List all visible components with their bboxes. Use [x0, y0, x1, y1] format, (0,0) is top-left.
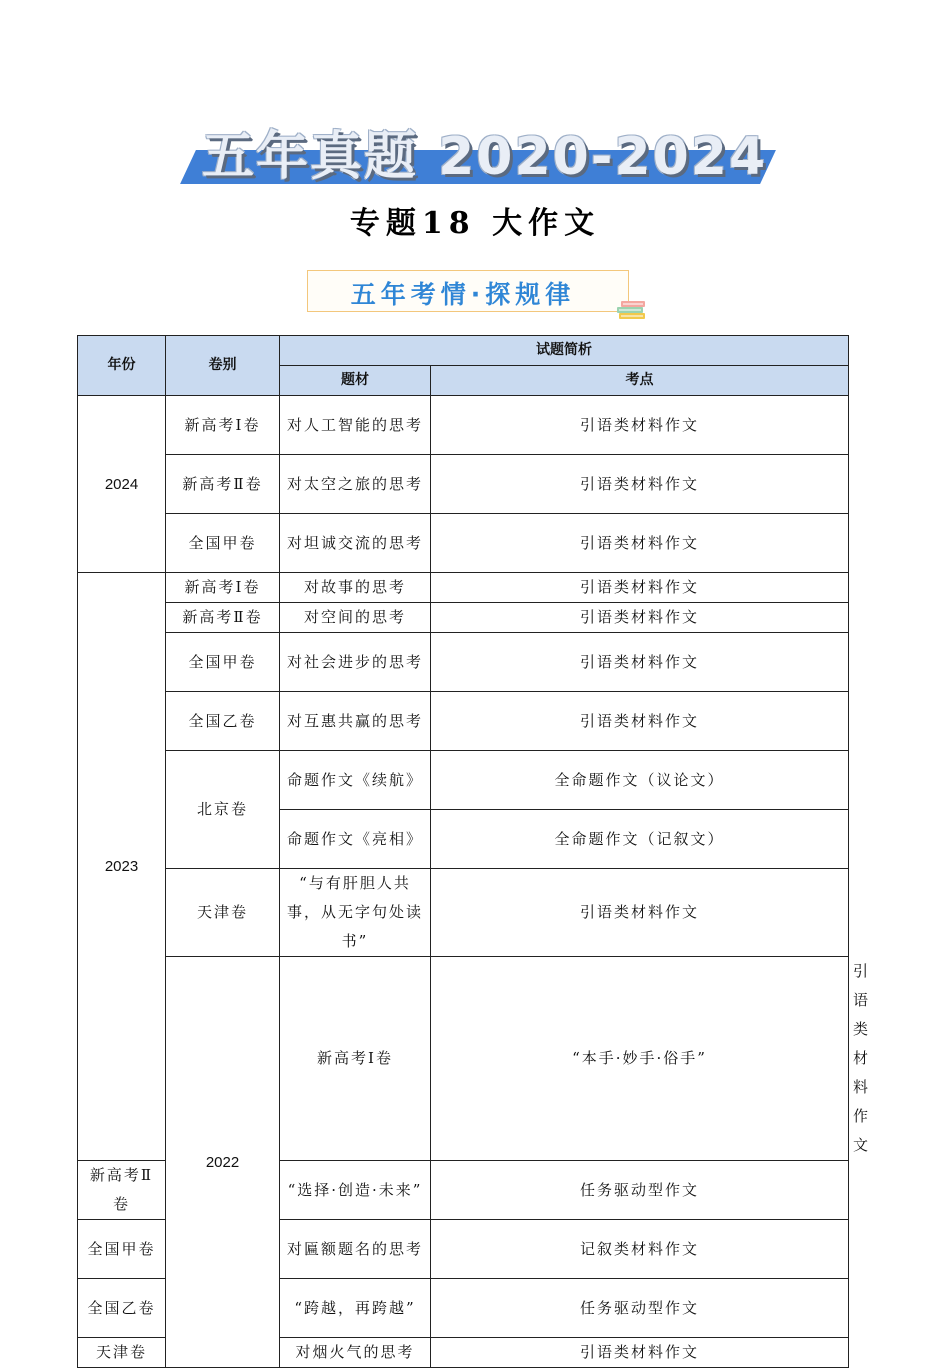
topic-cell: 对坦诚交流的思考 [280, 514, 431, 573]
topic-cell: 对太空之旅的思考 [280, 455, 431, 514]
topic-cell: 命题作文《亮相》 [280, 810, 431, 869]
topic-cell: 命题作文《续航》 [280, 751, 431, 810]
point-cell: 引语类材料作文 [431, 633, 849, 692]
topic-cell: “选择·创造·未来” [280, 1161, 431, 1220]
header-analysis: 试题简析 [280, 336, 849, 366]
header-year: 年份 [78, 336, 166, 396]
topic-cell: “与有肝胆人共事，从无字句处读书” [280, 869, 431, 957]
point-cell: 引语类材料作文 [431, 455, 849, 514]
section-tag [307, 270, 629, 312]
paper-cell: 天津卷 [166, 869, 280, 957]
table-row: 2022 新高考Ⅰ卷 “本手·妙手·俗手” 引语类材料作文 [78, 957, 849, 1161]
point-cell: 引语类材料作文 [431, 869, 849, 957]
paper-cell: 全国甲卷 [166, 514, 280, 573]
table-row [78, 396, 849, 455]
table-row [78, 633, 849, 692]
point-cell: 全命题作文（记叙文） [431, 810, 849, 869]
point-cell: 全命题作文（议论文） [431, 751, 849, 810]
point-cell: 记叙类材料作文 [431, 1220, 849, 1279]
paper-cell: 新高考Ⅱ卷 [78, 1161, 166, 1220]
paper-cell: 全国乙卷 [78, 1279, 166, 1338]
topic-cell: 对空间的思考 [280, 603, 431, 633]
point-cell: 引语类材料作文 [431, 573, 849, 603]
point-cell: 引语类材料作文 [431, 396, 849, 455]
header-topic: 题材 [280, 366, 431, 396]
banner-title: 五年真题 2020-2024 [202, 127, 768, 187]
table-row [78, 455, 849, 514]
banner [180, 110, 770, 190]
topic-cell: “本手·妙手·俗手” [431, 957, 849, 1161]
topic-cell: 对社会进步的思考 [280, 633, 431, 692]
table-row [78, 603, 849, 633]
topic-cell: 对人工智能的思考 [280, 396, 431, 455]
topic-cell: 对互惠共赢的思考 [280, 692, 431, 751]
topic-cell: 对匾额题名的思考 [280, 1220, 431, 1279]
header-paper: 卷别 [166, 336, 280, 396]
paper-cell: 天津卷 [78, 1338, 166, 1368]
section-tag-label: 五年考情·探规律 [350, 280, 576, 309]
point-cell: 引语类材料作文 [431, 514, 849, 573]
table-row [78, 573, 849, 603]
topic-cell: 对烟火气的思考 [280, 1338, 431, 1368]
paper-cell: 新高考Ⅰ卷 [166, 396, 280, 455]
paper-cell: 新高考Ⅱ卷 [166, 603, 280, 633]
paper-cell: 全国甲卷 [78, 1220, 166, 1279]
books-icon [615, 296, 649, 322]
header-point: 考点 [431, 366, 849, 396]
point-cell: 任务驱动型作文 [431, 1161, 849, 1220]
paper-cell: 全国乙卷 [166, 692, 280, 751]
exam-analysis-table [77, 335, 871, 1368]
paper-cell: 全国甲卷 [166, 633, 280, 692]
point-cell: 任务驱动型作文 [431, 1279, 849, 1338]
table-row [78, 869, 849, 957]
year-cell: 2022 [166, 957, 280, 1368]
subject-title: 专题18 大作文 [349, 206, 601, 241]
point-cell: 引语类材料作文 [431, 603, 849, 633]
table-row [78, 692, 849, 751]
point-cell: 引语类材料作文 [431, 1338, 849, 1368]
year-cell: 2023 [78, 573, 166, 1161]
table-row [78, 751, 849, 810]
topic-cell: “跨越，再跨越” [280, 1279, 431, 1338]
paper-cell: 新高考Ⅰ卷 [280, 957, 431, 1161]
paper-cell: 新高考Ⅱ卷 [166, 455, 280, 514]
point-cell: 引语类材料作文 [431, 692, 849, 751]
year-cell: 2024 [78, 396, 166, 573]
table-row [78, 514, 849, 573]
paper-cell: 新高考Ⅰ卷 [166, 573, 280, 603]
paper-cell: 北京卷 [166, 751, 280, 869]
topic-cell: 对故事的思考 [280, 573, 431, 603]
